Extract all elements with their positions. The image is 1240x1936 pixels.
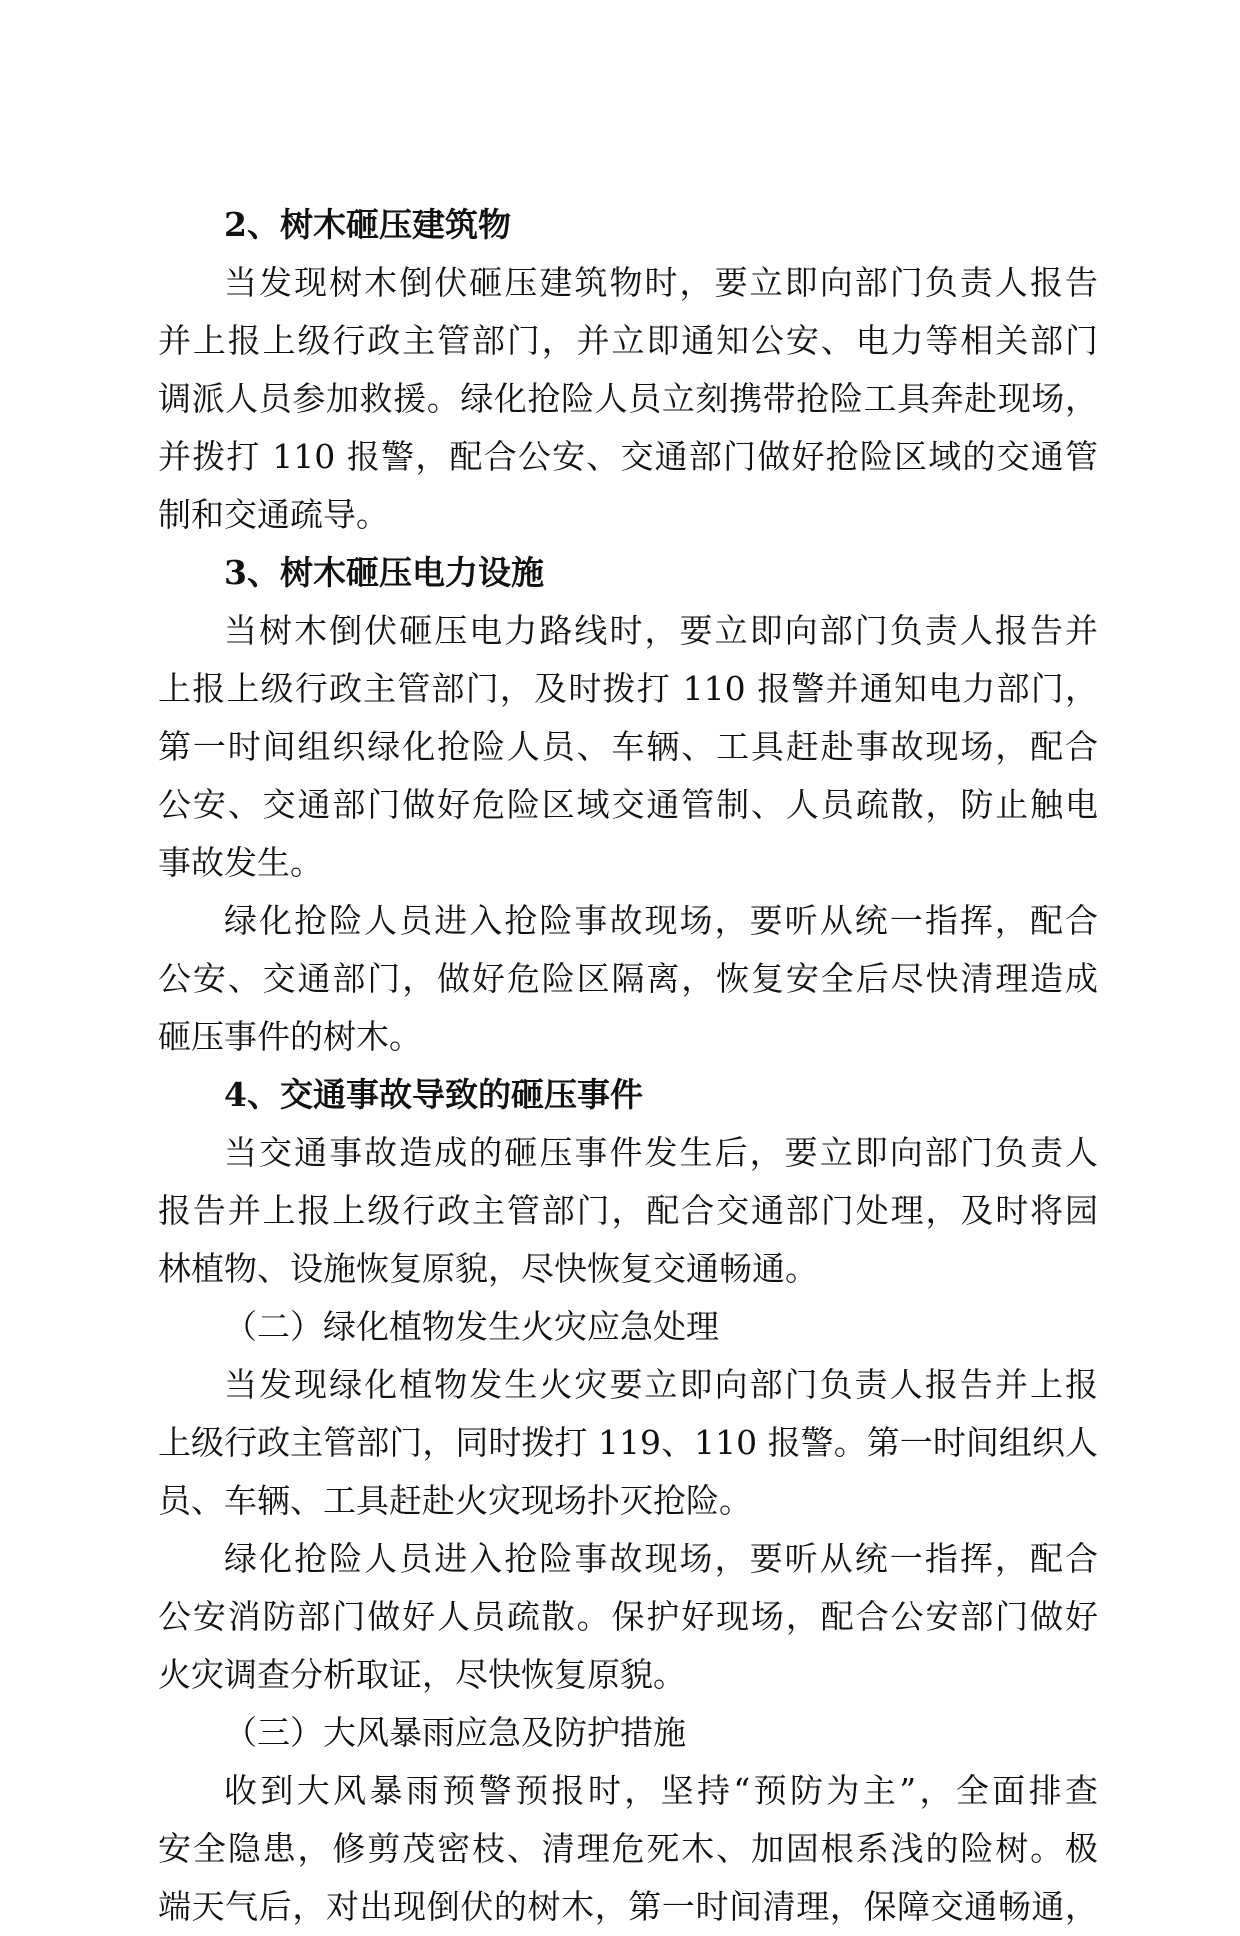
text-line: 当发现绿化植物发生火灾要立即向部门负责人报告并上报 <box>224 1365 1098 1404</box>
text-line: 报告并上报上级行政主管部门，配合交通部门处理，及时将园 <box>158 1191 1098 1230</box>
paragraph <box>158 892 1098 1066</box>
text-line: 砸压事件的树木。 <box>158 1017 422 1056</box>
paragraph <box>158 1762 1098 1936</box>
text-line: 安全隐患，修剪茂密枝、清理危死木、加固根系浅的险树。极 <box>158 1829 1098 1868</box>
text-line: 公安、交通部门做好危险区域交通管制、人员疏散，防止触电 <box>158 785 1098 824</box>
paragraph <box>158 1356 1098 1530</box>
section-heading-4: 4、交通事故导致的砸压事件 <box>224 1075 643 1114</box>
text-line: 上报上级行政主管部门，及时拨打 110 报警并通知电力部门， <box>158 669 1098 708</box>
section-heading-3: 3、树木砸压电力设施 <box>224 553 544 592</box>
text-line: 当交通事故造成的砸压事件发生后，要立即向部门负责人 <box>224 1133 1098 1172</box>
text-line: 火灾调查分析取证，尽快恢复原貌。 <box>158 1655 686 1694</box>
text-line: 绿化抢险人员进入抢险事故现场，要听从统一指挥，配合 <box>224 1539 1098 1578</box>
text-line: 当树木倒伏砸压电力路线时，要立即向部门负责人报告并 <box>224 611 1098 650</box>
text-line: 员、车辆、工具赶赴火灾现场扑灭抢险。 <box>158 1481 752 1520</box>
paragraph <box>158 254 1098 544</box>
text-line: 端天气后，对出现倒伏的树木，第一时间清理，保障交通畅通， <box>158 1887 1098 1926</box>
text-line: 林植物、设施恢复原貌，尽快恢复交通畅通。 <box>158 1249 818 1288</box>
paragraph <box>158 1124 1098 1298</box>
text-line: 并上报上级行政主管部门，并立即通知公安、电力等相关部门 <box>158 321 1098 360</box>
text-line: 上级行政主管部门，同时拨打 119、110 报警。第一时间组织人 <box>158 1423 1098 1462</box>
text-line: 绿化抢险人员进入抢险事故现场，要听从统一指挥，配合 <box>224 901 1098 940</box>
text-line: 调派人员参加救援。绿化抢险人员立刻携带抢险工具奔赴现场， <box>158 379 1098 418</box>
subsection-heading-fire: （二）绿化植物发生火灾应急处理 <box>224 1307 719 1346</box>
text-line: 当发现树木倒伏砸压建筑物时，要立即向部门负责人报告 <box>224 263 1098 302</box>
text-line: 并拨打 110 报警，配合公安、交通部门做好抢险区域的交通管 <box>158 437 1098 476</box>
document-page <box>158 196 1098 1936</box>
paragraph <box>158 602 1098 892</box>
subsection-heading-storm: （三）大风暴雨应急及防护措施 <box>224 1713 686 1752</box>
text-line: 第一时间组织绿化抢险人员、车辆、工具赶赴事故现场，配合 <box>158 727 1098 766</box>
text-line: 收到大风暴雨预警预报时，坚持“预防为主”，全面排查 <box>224 1771 1098 1810</box>
section-heading-2: 2、树木砸压建筑物 <box>224 205 511 244</box>
text-line: 公安、交通部门，做好危险区隔离，恢复安全后尽快清理造成 <box>158 959 1098 998</box>
text-line: 制和交通疏导。 <box>158 495 389 534</box>
text-line: 事故发生。 <box>158 843 323 882</box>
text-line: 公安消防部门做好人员疏散。保护好现场，配合公安部门做好 <box>158 1597 1098 1636</box>
paragraph <box>158 1530 1098 1704</box>
